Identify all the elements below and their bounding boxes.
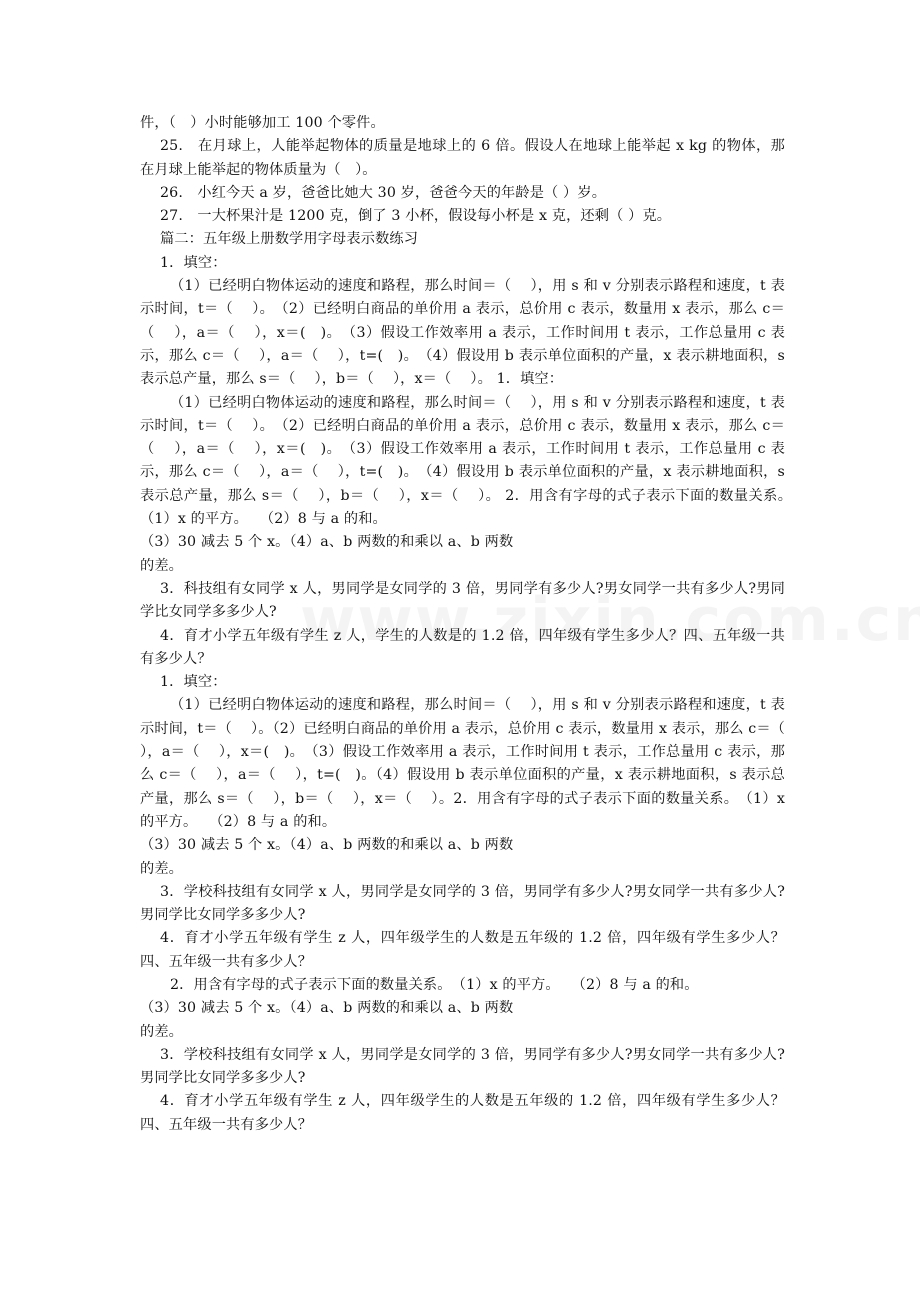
expression-line-1: （3）30 减去 5 个 x。（4）a、b 两数的和乘以 a、b 两数 bbox=[140, 534, 514, 551]
expression-line-3: （3）30 减去 5 个 x。（4）a、b 两数的和乘以 a、b 两数 bbox=[140, 837, 514, 854]
question-4-a: 4．育才小学五年级有学生 z 人，学生的人数是的 1.2 倍，四年级有学生多少人？四、五年级一共有多少人？ bbox=[140, 627, 785, 667]
fill-blank-block-2: （1）已经明白物体运动的速度和路程，那么时间＝（ ），用 s 和 v 分别表示路程和速度，t 表示时间，t＝（ ）。 （2）已经明白商品的单价用 a 表示，总价用 c 表示，数量用 x 表示，那么 c＝（ ），a＝（ ），x＝( )。 （3）假设工作效率用 a 表示，工作时间用 t 表示，工作总量用 c 表示，那么 c＝（ ），a＝（ ），t=( )。 （4）假设用 b 表示单位面积的产量，x 表示耕地面积，s 表示总产量，那么 s＝（ ），b＝（ ），x＝（ ）。 2．用含有字母的式子表示下面的数量关系。 （1）x 的平方。 （2）8 与 a 的和。 bbox=[140, 394, 800, 528]
expression-heading: 2．用含有字母的式子表示下面的数量关系。 （1）x 的平方。 （2）8 与 a 的和。 bbox=[170, 976, 699, 993]
expression-line-6: 的差。 bbox=[140, 1023, 184, 1040]
question-3-b: 3．学校科技组有女同学 x 人，男同学是女同学的 3 倍，男同学有多少人?男女同学一共有多少人?男同学比女同学多多少人? bbox=[140, 883, 785, 924]
fill-blank-block-3: （1）已经明白物体运动的速度和路程，那么时间＝（ ），用 s 和 v 分别表示路程和速度，t 表示时间，t＝（ ）。（2）已经明白商品的单价用 a 表示，总价用 c 表示，数量用 x 表示，那么 c＝（ ），a＝（ ），x＝( )。 （3）假设工作效率用 a 表示，工作时间用 t 表示，工作总量用 c 表示，那么 c＝（ ），a＝（ ），t=( )。（4）假设用 b 表示单位面积的产量，x 表示耕地面积，s 表示总产量，那么 s＝（ ），b＝（ ），x＝（ ）。2．用含有字母的式子表示下面的数量关系。 （1）x 的平方。 （2）8 与 a 的和。 bbox=[140, 697, 804, 830]
expression-line-5: （3）30 减去 5 个 x。（4）a、b 两数的和乘以 a、b 两数 bbox=[140, 1000, 514, 1017]
fill-blank-heading: 1．填空： bbox=[160, 254, 227, 271]
question-3-a: 3．科技组有女同学 x 人，男同学是女同学的 3 倍，男同学有多少人?男女同学一共有多少人?男同学比女同学多多少人? bbox=[140, 580, 785, 621]
question-27: 27. 一大杯果汁是 1200 克，倒了 3 小杯，假设每小杯是 x 克，还剩（ ）克。 bbox=[160, 208, 672, 225]
section-heading: 篇二：五年级上册数学用字母表示数练习 bbox=[160, 231, 419, 248]
question-3-c: 3．学校科技组有女同学 x 人，男同学是女同学的 3 倍，男同学有多少人?男女同学一共有多少人?男同学比女同学多多少人? bbox=[140, 1046, 785, 1087]
expression-line-2: 的差。 bbox=[140, 557, 184, 574]
question-4-b: 4．育才小学五年级有学生 z 人，四年级学生的人数是五年级的 1.2 倍，四年级有学生多少人？四、五年级一共有多少人？ bbox=[140, 930, 785, 970]
question-25: 25. 在月球上，人能举起物体的质量是地球上的 6 倍。假设人在地球上能举起 x kg 的物体，那在月球上能举起的物体质量为（ ）。 bbox=[140, 138, 785, 178]
fill-blank-block-1: （1）已经明白物体运动的速度和路程，那么时间＝（ ），用 s 和 v 分别表示路程和速度，t 表示时间，t＝（ ）。 （2）已经明白商品的单价用 a 表示，总价用 c 表示，数量用 x 表示，那么 c＝（ ），a＝（ ），x＝( )。 （3）假设工作效率用 a 表示，工作时间用 t 表示，工作总量用 c 表示，那么 c＝（ ），a＝（ ），t=( )。 （4）假设用 b 表示单位面积的产量，x 表示耕地面积，s 表示总产量，那么 s＝（ ），b＝（ ），x＝（ ）。 1．填空： bbox=[140, 278, 785, 388]
question-26: 26. 小红今天 a 岁，爸爸比她大 30 岁，爸爸今天的年龄是（ ）岁。 bbox=[160, 184, 607, 201]
expression-line-4: 的差。 bbox=[140, 860, 184, 877]
document-body bbox=[140, 112, 804, 1137]
fill-blank-heading-2: 1．填空： bbox=[160, 674, 227, 691]
paragraph-continuation: 件，（ ）小时能够加工 100 个零件。 bbox=[140, 115, 385, 131]
question-4-c: 4．育才小学五年级有学生 z 人，四年级学生的人数是五年级的 1.2 倍，四年级有学生多少人？四、五年级一共有多少人？ bbox=[140, 1093, 785, 1133]
